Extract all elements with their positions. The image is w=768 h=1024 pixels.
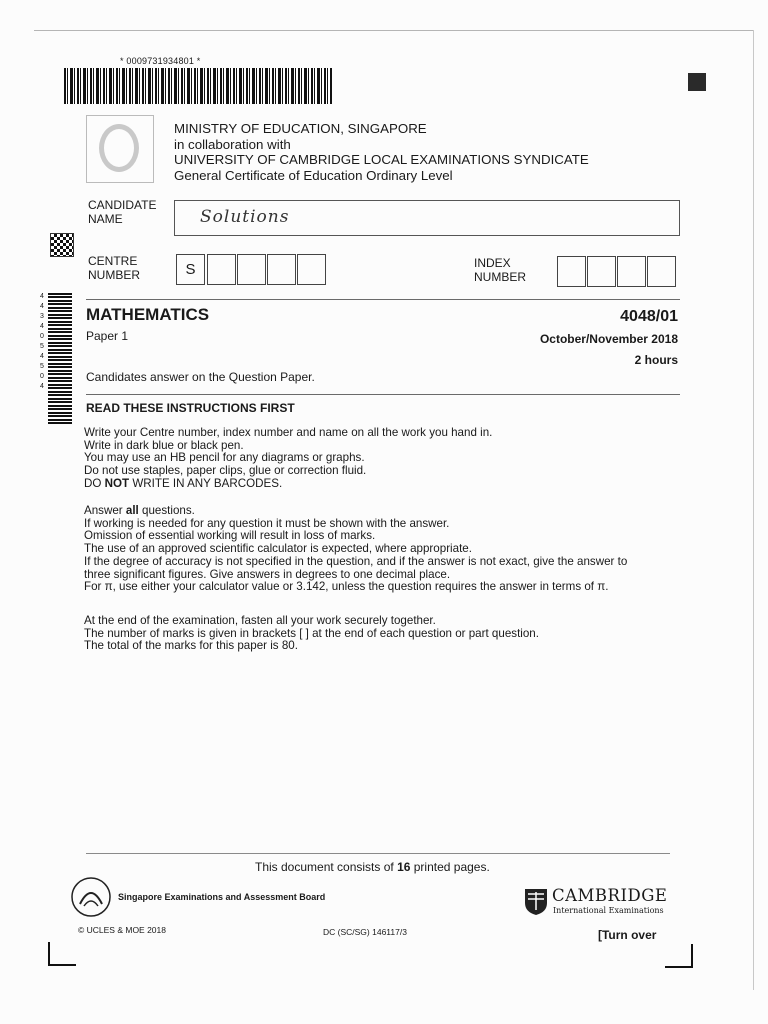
page-count-note: This document consists of 16 printed pages.	[255, 860, 490, 874]
divider-middle	[86, 394, 680, 395]
index-box-3[interactable]	[617, 256, 646, 287]
ministry-line-1: MINISTRY OF EDUCATION, SINGAPORE	[174, 121, 427, 136]
divider-footer	[86, 853, 670, 854]
document-code: DC (SC/SG) 146117/3	[323, 927, 407, 937]
side-barcode-number: 4434054504	[40, 293, 44, 390]
copyright: © UCLES & MOE 2018	[78, 925, 166, 935]
instruction-line: If working is needed for any question it must be shown with the answer.	[84, 516, 450, 530]
instruction-line: At the end of the examination, fasten all your work securely together.	[84, 614, 436, 627]
instructions-block-1	[84, 427, 684, 491]
side-barcode	[48, 292, 72, 424]
ministry-line-4: General Certificate of Education Ordinary Level	[174, 167, 453, 183]
centre-box-1[interactable]: S	[176, 254, 205, 285]
ministry-line-3: UNIVERSITY OF CAMBRIDGE LOCAL EXAMINATIONS SYNDICATE	[174, 152, 589, 167]
index-box-2[interactable]	[587, 256, 616, 287]
instructions-block-3	[84, 615, 684, 653]
ministry-line-2: in collaboration with	[174, 136, 291, 152]
right-edge-line	[753, 30, 754, 990]
instruction-line: If the degree of accuracy is not specified in the question, and if the answer is not exact, give the answer to	[84, 554, 628, 568]
registration-mark	[688, 73, 706, 91]
instruction-line: Omission of essential working will result in loss of marks.	[84, 529, 376, 543]
divider-top	[86, 299, 680, 300]
exam-duration: 2 hours	[634, 353, 678, 367]
instruction-line: The use of an approved scientific calculator is expected, where appropriate.	[84, 542, 472, 556]
candidate-name-label: CANDIDATE NAME	[88, 198, 157, 226]
seab-logo	[70, 876, 112, 918]
syllabus-code: 4048/01	[620, 308, 678, 325]
index-number-label: INDEX NUMBER	[474, 256, 527, 284]
qr-code	[50, 233, 74, 257]
instruction-line: Do not use staples, paper clips, glue or correction fluid.	[84, 464, 367, 478]
issuing-body	[174, 121, 589, 183]
subject-title: MATHEMATICS	[86, 305, 210, 324]
crop-mark-left-vertical	[48, 942, 50, 966]
instruction-line: Write your Centre number, index number and name on all the work you hand in.	[84, 426, 493, 439]
crop-mark-right-horizontal	[665, 966, 693, 968]
cambridge-name: CAMBRIDGE	[552, 886, 668, 905]
instruction-line: For π, use either your calculator value or 3.142, unless the question requires the answer in terms of π.	[84, 580, 609, 594]
instruction-line: The total of the marks for this paper is 80.	[84, 639, 298, 653]
instruction-line: three significant figures. Give answers in degrees to one decimal place.	[84, 567, 451, 581]
centre-box-3[interactable]	[237, 254, 266, 285]
centre-box-4[interactable]	[267, 254, 296, 285]
exam-session: October/November 2018	[539, 332, 678, 346]
crop-mark-left-horizontal	[48, 964, 76, 966]
instruction-line: DO NOT WRITE IN ANY BARCODES.	[84, 476, 283, 490]
centre-box-2[interactable]	[207, 254, 236, 285]
paper-number: Paper 1	[86, 329, 129, 343]
instructions-heading: READ THESE INSTRUCTIONS FIRST	[86, 401, 295, 415]
instruction-line: You may use an HB pencil for any diagrams or graphs.	[84, 451, 365, 465]
seab-name: Singapore Examinations and Assessment Board	[118, 892, 326, 902]
index-box-4[interactable]	[647, 256, 676, 287]
crop-mark-right-vertical	[691, 944, 693, 968]
instructions-block-2	[84, 505, 684, 594]
centre-number-label: CENTRE NUMBER	[88, 254, 141, 282]
cambridge-subtitle: International Examinations	[553, 906, 664, 915]
cambridge-crest	[524, 888, 548, 916]
top-barcode	[64, 68, 332, 104]
index-box-1[interactable]	[557, 256, 586, 287]
instruction-line: The number of marks is given in brackets [ ] at the end of each question or part question.	[84, 626, 539, 640]
instruction-line: Answer all questions.	[84, 504, 195, 517]
instruction-line: Write in dark blue or black pen.	[84, 438, 244, 452]
top-edge-line	[34, 30, 754, 31]
answer-location-note: Candidates answer on the Question Paper.	[86, 370, 315, 384]
candidate-name-value: Solutions	[200, 207, 290, 227]
centre-box-5[interactable]	[297, 254, 326, 285]
o-level-logo	[86, 115, 154, 183]
turn-over-note: [Turn over	[598, 928, 657, 942]
serial-number: * 0009731934801 *	[120, 56, 201, 66]
